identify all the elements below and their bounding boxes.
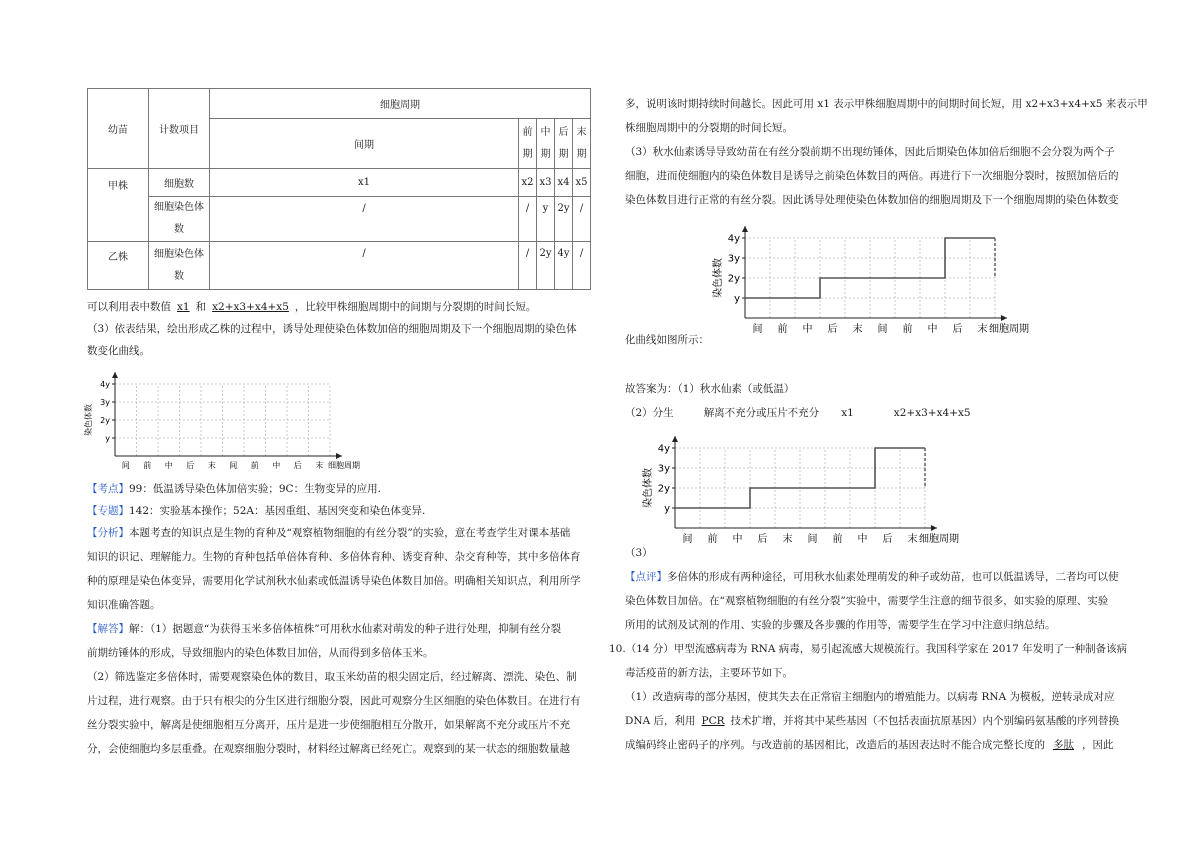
x-tick-label: 后 [827, 324, 838, 335]
y-tick-label: 3y [100, 397, 110, 407]
x-tick-label: 后 [882, 534, 893, 545]
paragraph-line: DNA 后，利用 PCR 技术扩增，并将其中某些基因（不包括表面抗原基因）内个别编码氨基酸的序列替换 [625, 715, 1120, 727]
paragraph-line: （3）依表结果，绘出形成乙株的过程中，诱导处理使染色体数加倍的细胞周期及下一个细胞周期的染色体 [87, 323, 577, 335]
paragraph-line: 多，说明该时期持续时间越长。因此可用 x1 表示甲株细胞周期中的间期时间长短，用 x2+x3+x4+x5 来表示甲 [625, 98, 1148, 110]
x-tick-label: 间 [682, 534, 693, 545]
y-axis-label: 染色体数 [84, 404, 93, 436]
x-tick-label: 间 [752, 324, 763, 335]
y-tick-label: 3y [657, 463, 670, 475]
y-axis-label: 染色体数 [713, 258, 724, 298]
y-tick-label: 2y [100, 415, 110, 425]
table-cell: 4y [555, 242, 573, 290]
fenxi-line: 【分析】本题考查的知识点是生物的育种及“观察植物细胞的有丝分裂”的实验，意在考查学生对课本基础 [87, 527, 571, 539]
x-tick-label: 间 [121, 461, 130, 470]
x-axis-arrow [1001, 315, 1007, 321]
x-tick-label: 前 [707, 534, 718, 545]
x-tick-label: 中 [802, 324, 813, 335]
row-yi: 乙株 [88, 242, 149, 290]
header-metaphase: 中 期 [537, 119, 555, 169]
table-cell: y [537, 197, 555, 242]
answer-line: （2）分生 解离不充分或压片不充分 x1 x2+x3+x4+x5 [625, 407, 971, 419]
jieda-line: 【解答】解：（1）据题意“为获得玉米多倍体植株”可用秋水仙素对萌发的种子进行处理，抑制有丝分裂 [87, 623, 562, 635]
question-10-line: 10.（14 分）甲型流感病毒为 RNA 病毒，易引起流感大规模流行。我国科学家在 2017 年发明了一种制备该病 [609, 643, 1128, 655]
x-tick-label: 前 [902, 324, 913, 335]
row-chromosome-number: 细胞染色体 数 [149, 197, 210, 242]
table-cell: x1 [210, 169, 519, 197]
paragraph-line: 前期纺锤体的形成，导致细胞内的染色体数目加倍，从而得到多倍体玉米。 [87, 647, 434, 659]
x-tick-label: 间 [877, 324, 888, 335]
y-tick-label: y [105, 433, 110, 443]
table-cell: / [210, 197, 519, 242]
y-axis-label: 染色体数 [643, 468, 654, 508]
answer-chromosome-chart [705, 218, 1045, 342]
dianping-line: 【点评】多倍体的形成有两种途径，可用秋水仙素处理萌发的种子或幼苗，也可以低温诱导，二者均可以使 [625, 571, 1119, 583]
answer-chromosome-chart-2 [635, 428, 975, 552]
paragraph-line: 化曲线如图所示： [625, 334, 709, 346]
x-axis-label: 细胞周期 [919, 534, 959, 545]
kaodian-line: 【考点】99：低温诱导染色体加倍实验；9C：生物变异的应用. [87, 483, 381, 495]
paragraph-line: 毒活疫苗的新方法，主要环节如下。 [625, 667, 793, 679]
paragraph-line: 片过程，进行观察。由于只有根尖的分生区进行细胞分裂，因此可观察分生区细胞的染色体数目。在进行有 [87, 695, 581, 707]
x-tick-label: 末 [782, 534, 793, 545]
paragraph-line: 种的原理是染色体变异，需要用化学试剂秋水仙素或低温诱导染色体数目加倍。明确相关知识点，利用所学 [87, 575, 581, 587]
x-tick-label: 前 [777, 324, 788, 335]
paragraph-line: 株细胞周期中的分裂期的时间长短。 [625, 122, 793, 134]
y-tick-label: y [664, 503, 670, 515]
header-cell-cycle: 细胞周期 [210, 89, 591, 119]
paragraph-line: 知识的识记、理解能力。生物的育种包括单倍体育种、多倍体育种、诱变育种、杂交育种等，其中多倍体育 [87, 551, 581, 563]
y-axis-arrow [112, 372, 118, 378]
x-tick-label: 间 [807, 534, 818, 545]
row-jia: 甲株 [88, 169, 149, 242]
table-cell: / [573, 197, 591, 242]
x-axis-label: 细胞周期 [328, 461, 360, 470]
y-tick-label: 3y [727, 253, 740, 265]
paragraph-line: 成编码终止密码子的序列。与改造前的基因相比，改造后的基因表达时不能合成完整长度的 多肽 ，因此 [625, 739, 1114, 751]
table-cell: / [210, 242, 519, 290]
paragraph-line: 染色体数目加倍。在“观察植物细胞的有丝分裂”实验中，需要学生注意的细节很多，如实验的原理、实验 [625, 595, 1109, 607]
y-tick-label: 2y [727, 273, 740, 285]
table-cell: 2y [537, 242, 555, 290]
x-tick-label: 末 [315, 461, 324, 470]
table-cell: x2 [519, 169, 537, 197]
cell-count-table [87, 88, 591, 290]
paragraph-line: 细胞，进而使细胞内的染色体数目是诱导之前染色体数目的两倍。再进行下一次细胞分裂时，按照加倍后的 [625, 170, 1119, 182]
table-cell: x5 [573, 169, 591, 197]
x-tick-label: 末 [977, 324, 988, 335]
header-seedling: 幼苗 [88, 89, 149, 169]
x-axis-arrow [336, 453, 342, 459]
header-interphase: 间期 [210, 119, 519, 169]
x-tick-label: 间 [229, 461, 238, 470]
x-tick-label: 末 [852, 324, 863, 335]
x-tick-label: 中 [272, 461, 281, 470]
y-tick-label: 4y [657, 443, 670, 455]
x-tick-label: 末 [207, 461, 216, 470]
x-tick-label: 前 [143, 461, 152, 470]
table-cell: / [519, 242, 537, 290]
x-axis-arrow [931, 525, 937, 531]
paragraph-line: （1）改造病毒的部分基因，使其失去在正常宿主细胞内的增殖能力。以病毒 RNA 为模板，逆转录成对应 [625, 691, 1115, 703]
paragraph-line: （3）秋水仙素诱导导致幼苗在有丝分裂前期不出现纺锤体，因此后期染色体加倍后细胞不会分裂为两个子 [625, 146, 1115, 158]
x-tick-label: 中 [164, 461, 173, 470]
x-tick-label: 后 [293, 461, 302, 470]
y-tick-label: 2y [657, 483, 670, 495]
table-cell: / [519, 197, 537, 242]
paragraph-line: （2）筛选鉴定多倍体时，需要观察染色体的数目，取玉米幼苗的根尖固定后，经过解离、漂洗、染色、制 [87, 671, 577, 683]
x-tick-label: 中 [857, 534, 868, 545]
table-cell: x4 [555, 169, 573, 197]
y-axis-arrow [742, 226, 748, 232]
x-axis-label: 细胞周期 [989, 324, 1029, 335]
y-tick-label: 4y [727, 233, 740, 245]
row-chromosome-number: 细胞染色体 数 [149, 242, 210, 290]
x-tick-label: 后 [757, 534, 768, 545]
header-telophase: 末 期 [573, 119, 591, 169]
zhuanti-line: 【专题】142：实验基本操作；52A：基因重组、基因突变和染色体变异. [87, 505, 426, 517]
paragraph-line: 数变化曲线。 [87, 345, 150, 357]
x-tick-label: 前 [832, 534, 843, 545]
x-tick-label: 前 [250, 461, 259, 470]
table-cell: / [573, 242, 591, 290]
blank-chromosome-chart [84, 370, 360, 476]
y-tick-label: y [734, 293, 740, 305]
x-tick-label: 中 [732, 534, 743, 545]
y-tick-label: 4y [100, 379, 110, 389]
header-anaphase: 后 期 [555, 119, 573, 169]
header-prophase: 前 期 [519, 119, 537, 169]
y-axis-arrow [672, 436, 678, 442]
header-count-item: 计数项目 [149, 89, 210, 169]
x-tick-label: 后 [952, 324, 963, 335]
table-cell: x3 [537, 169, 555, 197]
x-tick-label: 末 [907, 534, 918, 545]
x-tick-label: 中 [927, 324, 938, 335]
paragraph-line: 分，会使细胞均多层重叠。在观察细胞分裂时，材料经过解离已经死亡。观察到的某一状态的细胞数量越 [87, 743, 570, 755]
answer-line: （3） [625, 547, 653, 559]
paragraph-line: 可以利用表中数值 x1 和 x2+x3+x4+x5 ，比较甲株细胞周期中的间期与分裂期的时间长短。 [87, 301, 537, 313]
paragraph-line: 所用的试剂及试剂的作用、实验的步骤及各步骤的作用等，需要学生在学习中注意归纳总结。 [625, 619, 1056, 631]
table-cell: 2y [555, 197, 573, 242]
paragraph-line: 染色体数目进行正常的有丝分裂。因此诱导处理使染色体数加倍的细胞周期及下一个细胞周期的染色体数变 [625, 194, 1119, 206]
paragraph-line: 丝分裂实验中，解离是使细胞相互分离开，压片是进一步使细胞相互分散开，如果解离不充分或压片不充 [87, 719, 570, 731]
row-cell-number: 细胞数 [149, 169, 210, 197]
paragraph-line: 知识准确答题。 [87, 599, 161, 611]
x-tick-label: 后 [186, 461, 195, 470]
answer-line: 故答案为：（1）秋水仙素（或低温） [625, 383, 795, 395]
